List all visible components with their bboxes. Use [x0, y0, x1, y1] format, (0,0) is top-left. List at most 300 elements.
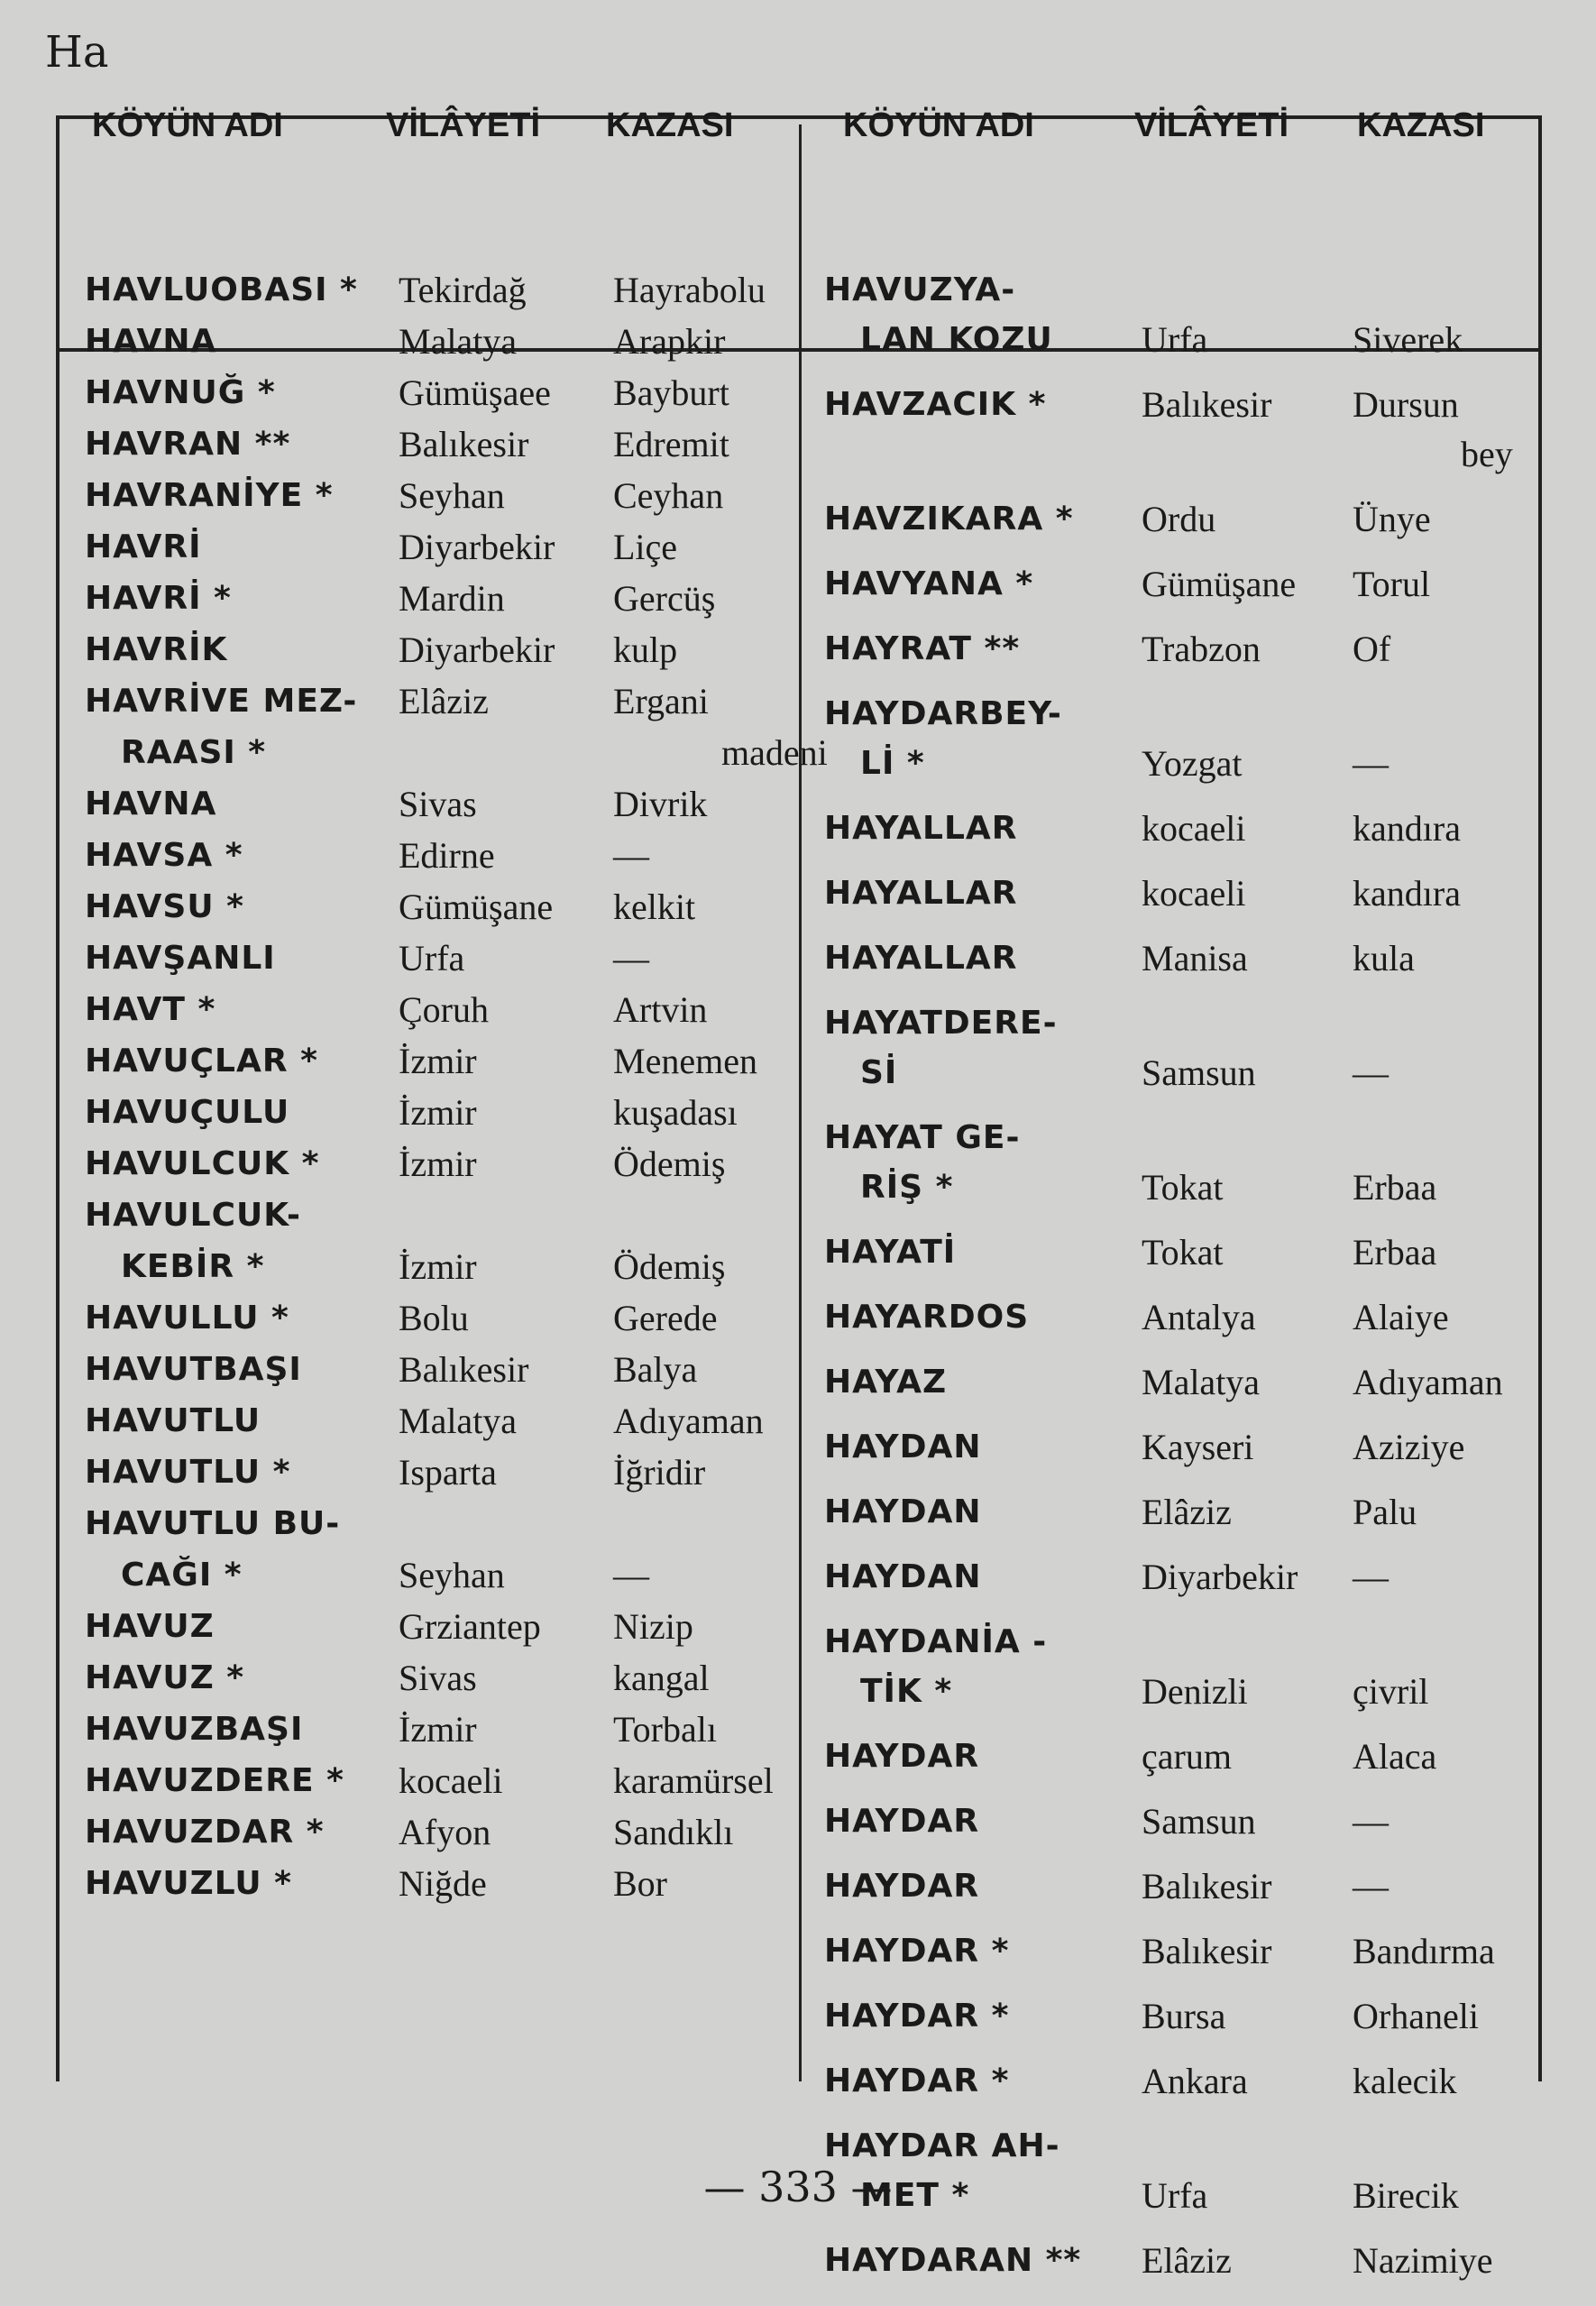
- province-line: kocaeli: [1142, 808, 1246, 849]
- province-cell: [399, 1401, 517, 1453]
- province-line: Balıkesir: [399, 424, 529, 464]
- village-name-line: HAYDAR: [824, 1803, 980, 1840]
- village-name-cell: [824, 1233, 956, 1282]
- village-name-line: HAVSU *: [85, 888, 244, 925]
- village-name-cell: [824, 1932, 1009, 1981]
- province-cell: [1142, 629, 1261, 679]
- district-line: madeni: [721, 732, 828, 773]
- province-line: Niğde: [399, 1863, 487, 1904]
- district-line: [1353, 1004, 1389, 1053]
- province-line: Bolu: [399, 1298, 469, 1338]
- district-line: [1353, 694, 1389, 744]
- province-line: Balıkesir: [1142, 384, 1272, 425]
- village-name-cell: [85, 939, 276, 990]
- province-line: Isparta: [399, 1452, 497, 1493]
- province-cell: [399, 1144, 477, 1196]
- village-name-line: HAYAZ: [824, 1364, 948, 1401]
- district-line: bey: [1461, 434, 1513, 474]
- district-cell: [613, 1401, 764, 1453]
- district-line: Ünye: [1353, 499, 1431, 539]
- village-name-cell: [824, 1298, 1029, 1347]
- province-cell: [1142, 1363, 1260, 1412]
- village-name-line: HAVRAN **: [85, 426, 291, 463]
- district-line: Menemen: [613, 1041, 757, 1081]
- village-name-cell: [85, 1401, 261, 1453]
- village-name-line: HAYDAR *: [824, 2063, 1010, 2099]
- village-name-cell: [85, 373, 276, 425]
- province-line: Afyon: [399, 1812, 491, 1852]
- district-cell: [613, 1144, 725, 1196]
- village-name-line: HAVUTLU BU-: [85, 1505, 341, 1542]
- province-cell: [1142, 1932, 1271, 1981]
- province-cell: [399, 990, 489, 1042]
- village-name-line: HAVNUĞ *: [85, 374, 276, 411]
- village-name-cell: [85, 1144, 320, 1196]
- district-line: Ödemiş: [613, 1246, 726, 1287]
- village-name-line: HAVUTLU *: [85, 1454, 291, 1491]
- header-koy-adi-right: KÖYÜN ADI: [843, 106, 1034, 144]
- village-name-cell: [85, 1607, 215, 1658]
- province-cell: [1142, 1118, 1224, 1217]
- province-cell: [1142, 939, 1248, 988]
- province-cell: [1142, 1557, 1298, 1607]
- province-line: Balıkesir: [399, 1349, 529, 1390]
- village-name-cell: [824, 1997, 1009, 2046]
- district-cell: [1353, 1004, 1389, 1103]
- village-name-line: HAYATDERE-: [824, 1005, 1058, 1042]
- village-name-line: HAVŞANLI: [85, 940, 276, 977]
- district-line: Erbaa: [1353, 1232, 1437, 1272]
- district-line: Arapkir: [613, 321, 726, 362]
- province-line: [1142, 271, 1207, 320]
- province-cell: [399, 1813, 491, 1864]
- village-name-line: HAVLUOBASI *: [85, 271, 358, 308]
- district-line: Ödemiş: [613, 1144, 726, 1184]
- district-cell: [1353, 500, 1431, 549]
- village-name-line: HAYAT GE-: [824, 1119, 1021, 1156]
- village-name-cell: [85, 476, 334, 528]
- village-name-line: HAVULLU *: [85, 1300, 289, 1337]
- village-name-cell: [824, 2241, 1081, 2291]
- province-line: Gümüşaee: [399, 372, 551, 413]
- province-cell: [399, 1093, 477, 1144]
- village-name-cell: [824, 1622, 1047, 1722]
- province-cell: [399, 476, 505, 528]
- village-name-cell: [85, 1042, 318, 1093]
- header-vilayet-right: VİLÂYETİ: [1134, 106, 1289, 144]
- province-line: kocaeli: [1142, 873, 1246, 914]
- district-line: kelkit: [613, 887, 696, 927]
- province-cell: [1142, 1997, 1225, 2046]
- district-cell: [1353, 809, 1461, 859]
- village-name-line: HAVT *: [85, 991, 216, 1028]
- province-cell: [1142, 1428, 1253, 1477]
- province-cell: [399, 1350, 528, 1401]
- village-name-cell: [824, 1737, 979, 1787]
- district-line: Sandıklı: [613, 1812, 734, 1852]
- province-cell: [399, 939, 464, 990]
- province-line: [1142, 1622, 1248, 1672]
- district-cell: [613, 528, 677, 579]
- village-name-line: HAYDAR: [824, 1738, 980, 1775]
- village-name-cell: [85, 1864, 292, 1916]
- village-name-cell: [824, 874, 1018, 923]
- district-line: Divrik: [613, 784, 708, 824]
- province-cell: [399, 322, 517, 373]
- province-line: Kayseri: [1142, 1427, 1254, 1467]
- district-cell: [613, 939, 649, 990]
- district-cell: [1353, 1493, 1417, 1542]
- district-cell: [1353, 1932, 1495, 1981]
- village-name-line: HAYDAN: [824, 1429, 982, 1465]
- village-name-line: LAN KOZU: [860, 321, 1053, 358]
- village-name-cell: [824, 1428, 982, 1477]
- province-cell: [399, 271, 527, 322]
- province-cell: [399, 1864, 487, 1916]
- province-cell: [1142, 2241, 1232, 2291]
- province-line: İzmir: [399, 1246, 477, 1287]
- district-line: karamürsel: [613, 1760, 774, 1801]
- province-line: Urfa: [1142, 319, 1208, 360]
- district-cell: [613, 579, 715, 630]
- district-cell: [613, 836, 649, 887]
- district-line: —: [1353, 1052, 1389, 1093]
- district-cell: [1353, 1233, 1436, 1282]
- district-line: Edremit: [613, 424, 729, 464]
- district-cell: [613, 1813, 733, 1864]
- village-name-cell: [85, 322, 216, 373]
- district-cell: [613, 1658, 710, 1710]
- province-cell: [399, 1504, 505, 1607]
- village-name-line: HAYALLAR: [824, 810, 1018, 847]
- province-line: Denizli: [1142, 1671, 1248, 1712]
- province-cell: [1142, 385, 1271, 435]
- province-line: çarum: [1142, 1736, 1232, 1777]
- village-name-cell: [85, 528, 202, 579]
- header-kaza-left: KAZASI: [606, 106, 734, 144]
- district-line: Bandırma: [1353, 1931, 1495, 1971]
- district-line: Birecik: [1353, 2175, 1459, 2216]
- village-name-cell: [85, 579, 232, 630]
- province-line: Ordu: [1142, 499, 1216, 539]
- province-line: Manisa: [1142, 938, 1248, 978]
- province-cell: [1142, 1493, 1232, 1542]
- district-cell: [613, 1042, 757, 1093]
- province-line: Mardin: [399, 578, 505, 619]
- district-line: Ceyhan: [613, 475, 724, 516]
- district-cell: [1353, 1428, 1464, 1477]
- district-line: Nizip: [613, 1606, 693, 1647]
- province-line: Malatya: [1142, 1362, 1261, 1402]
- village-name-line: HAVUTBAŞI: [85, 1351, 302, 1388]
- running-head: Ha: [45, 27, 109, 78]
- district-cell: [1353, 2062, 1457, 2111]
- district-line: Siverek: [1353, 319, 1463, 360]
- header-vilayet-left: VİLÂYETİ: [386, 106, 541, 144]
- header-koy-adi-left: KÖYÜN ADI: [92, 106, 283, 144]
- village-name-line: HAVUTLU: [85, 1402, 261, 1439]
- village-name-line: HAVUZDAR *: [85, 1814, 325, 1851]
- district-cell: [613, 785, 707, 836]
- village-name-line: HAVULCUK-: [85, 1197, 301, 1234]
- village-name-cell: [85, 1196, 301, 1299]
- province-line: [399, 1196, 477, 1247]
- village-name-cell: [824, 1557, 982, 1607]
- province-cell: [399, 528, 555, 579]
- district-line: kula: [1353, 938, 1415, 978]
- province-line: Edirne: [399, 835, 495, 876]
- province-cell: [1142, 694, 1243, 794]
- village-name-line: HAVRİ *: [85, 580, 232, 617]
- village-name-cell: [824, 271, 1053, 370]
- village-name-line: HAVRİK: [85, 631, 228, 668]
- district-line: Alaiye: [1353, 1297, 1449, 1337]
- village-name-line: HAVUZYA-: [824, 271, 1016, 308]
- district-cell: [1353, 1802, 1389, 1851]
- district-line: [1353, 1118, 1436, 1168]
- village-name-cell: [824, 629, 1020, 679]
- district-line: Hayrabolu: [613, 270, 766, 310]
- district-line: —: [1353, 1866, 1389, 1906]
- village-name-cell: [85, 1093, 289, 1144]
- district-line: kalecik: [1353, 2061, 1457, 2101]
- province-line: Diyarbekir: [399, 527, 555, 567]
- district-cell: [613, 1761, 774, 1813]
- village-name-line: HAYDAN: [824, 1558, 982, 1595]
- village-name-line: HAYDAR *: [824, 1933, 1010, 1970]
- district-line: Palu: [1353, 1492, 1417, 1532]
- province-line: Samsun: [1142, 1801, 1256, 1842]
- province-cell: [399, 1658, 477, 1710]
- province-cell: [399, 785, 477, 836]
- district-cell: [613, 322, 725, 373]
- province-line: Elâziz: [1142, 2240, 1232, 2281]
- village-name-line: HAYARDOS: [824, 1299, 1030, 1336]
- village-name-line: HAVNA: [85, 786, 217, 822]
- village-name-cell: [824, 1004, 1058, 1103]
- district-line: Liçe: [613, 527, 678, 567]
- province-line: Sivas: [399, 1658, 477, 1698]
- village-name-line: MET *: [860, 2177, 970, 2214]
- village-name-line: HAYALLAR: [824, 940, 1018, 977]
- district-line: —: [613, 1555, 649, 1595]
- district-line: —: [1353, 743, 1389, 784]
- province-line: Tokat: [1142, 1167, 1224, 1208]
- district-line: [613, 1504, 649, 1556]
- province-cell: [399, 1453, 497, 1504]
- village-name-line: HAVUÇULU: [85, 1094, 290, 1131]
- village-name-line: HAVZACIK *: [824, 386, 1047, 423]
- district-cell: [1353, 2241, 1493, 2291]
- district-line: Aziziye: [1353, 1427, 1465, 1467]
- village-name-line: Lİ *: [860, 745, 925, 782]
- village-name-cell: [824, 1118, 1020, 1217]
- province-line: İzmir: [399, 1144, 477, 1184]
- village-name-line: HAYDANİA -: [824, 1623, 1048, 1660]
- district-line: kulp: [613, 629, 678, 670]
- province-cell: [1142, 1004, 1256, 1103]
- village-name-line: HAVUÇLAR *: [85, 1043, 318, 1080]
- province-line: kocaeli: [399, 1760, 503, 1801]
- village-name-line: KEBİR *: [121, 1248, 265, 1285]
- village-name-line: HAYDAN: [824, 1493, 982, 1530]
- province-cell: [1142, 271, 1207, 370]
- district-cell: [613, 1453, 705, 1504]
- district-line: Nazimiye: [1353, 2240, 1493, 2281]
- district-cell: [1353, 565, 1430, 614]
- province-line: Balıkesir: [1142, 1866, 1272, 1906]
- village-name-cell: [824, 809, 1018, 859]
- province-line: Balıkesir: [1142, 1931, 1272, 1971]
- district-cell: [1353, 1298, 1449, 1347]
- province-cell: [399, 1042, 477, 1093]
- district-cell: [613, 1607, 693, 1658]
- village-name-line: HAYATİ: [824, 1234, 957, 1271]
- province-line: Diyarbekir: [1142, 1557, 1298, 1597]
- village-name-line: HAYALLAR: [824, 875, 1018, 912]
- village-name-line: HAVRİ: [85, 528, 202, 565]
- district-line: Artvin: [613, 989, 708, 1030]
- province-cell: [1142, 1298, 1256, 1347]
- district-cell: [1353, 1622, 1428, 1722]
- district-cell: [1353, 1997, 1479, 2046]
- district-line: Erbaa: [1353, 1167, 1437, 1208]
- village-name-cell: [85, 425, 290, 476]
- village-name-cell: [85, 990, 216, 1042]
- district-line: kandıra: [1353, 808, 1461, 849]
- village-name-line: HAVUZLU *: [85, 1865, 292, 1902]
- village-name-cell: [85, 785, 216, 836]
- village-name-line: HAVULCUK *: [85, 1145, 320, 1182]
- district-cell: [613, 1299, 717, 1350]
- village-name-cell: [85, 1658, 244, 1710]
- province-cell: [399, 425, 528, 476]
- village-name-line: HAVUZDERE *: [85, 1762, 344, 1799]
- province-cell: [399, 1196, 477, 1299]
- village-name-cell: [85, 1350, 302, 1401]
- village-name-cell: [824, 694, 1062, 794]
- district-cell: [613, 271, 766, 322]
- village-name-cell: [85, 1453, 290, 1504]
- province-line: Malatya: [399, 321, 518, 362]
- district-cell: [1353, 385, 1513, 484]
- village-name-line: HAVRANİYE *: [85, 477, 334, 514]
- province-cell: [399, 630, 555, 682]
- village-name-line: HAVUZBAŞI: [85, 1711, 304, 1748]
- province-line: Çoruh: [399, 989, 489, 1030]
- district-cell: [613, 425, 729, 476]
- province-cell: [399, 1299, 469, 1350]
- district-cell: [613, 476, 723, 528]
- village-name-cell: [85, 1761, 344, 1813]
- village-name-line: TİK *: [860, 1673, 953, 1710]
- province-line: Antalya: [1142, 1297, 1256, 1337]
- province-line: İzmir: [399, 1092, 477, 1133]
- province-line: [1142, 1004, 1256, 1053]
- district-line: İğridir: [613, 1452, 706, 1493]
- village-name-line: HAYDARAN **: [824, 2242, 1082, 2279]
- district-cell: [1353, 1557, 1389, 1607]
- district-cell: [1353, 694, 1389, 794]
- district-line: Bayburt: [613, 372, 729, 413]
- district-cell: [1353, 1867, 1389, 1916]
- village-name-cell: [85, 1710, 303, 1761]
- district-line: [1353, 1622, 1428, 1672]
- village-name-cell: [824, 565, 1033, 614]
- district-line: Adıyaman: [613, 1401, 764, 1441]
- province-line: Bursa: [1142, 1996, 1226, 2036]
- province-cell: [399, 373, 551, 425]
- province-cell: [399, 579, 505, 630]
- district-line: [613, 1196, 725, 1247]
- province-line: [1142, 694, 1243, 744]
- district-cell: [613, 682, 828, 785]
- province-line: Samsun: [1142, 1052, 1256, 1093]
- district-line: Gerede: [613, 1298, 718, 1338]
- district-cell: [613, 1504, 649, 1607]
- province-line: Seyhan: [399, 1555, 505, 1595]
- province-cell: [1142, 809, 1246, 859]
- district-cell: [1353, 1363, 1503, 1412]
- district-cell: [613, 1093, 738, 1144]
- province-line: [399, 1504, 505, 1556]
- village-name-line: HAVZIKARA *: [824, 501, 1074, 537]
- province-line: Gümüşane: [1142, 564, 1297, 604]
- district-cell: [1353, 271, 1463, 370]
- village-name-line: HAYDAR AH-: [824, 2127, 1060, 2164]
- province-cell: [1142, 500, 1215, 549]
- district-line: Orhaneli: [1353, 1996, 1479, 2036]
- province-line: İzmir: [399, 1709, 477, 1750]
- district-line: Bor: [613, 1863, 667, 1904]
- province-line: Elâziz: [1142, 1492, 1232, 1532]
- district-cell: [613, 1350, 697, 1401]
- district-cell: [1353, 939, 1415, 988]
- province-cell: [399, 887, 553, 939]
- village-name-line: HAVUZ *: [85, 1659, 245, 1696]
- header-kaza-right: KAZASI: [1357, 106, 1485, 144]
- district-cell: [613, 1710, 717, 1761]
- province-line: Elâziz: [399, 681, 489, 721]
- province-line: Sivas: [399, 784, 477, 824]
- village-name-line: Sİ: [860, 1054, 898, 1091]
- district-line: çivril: [1353, 1671, 1429, 1712]
- district-line: kandıra: [1353, 873, 1461, 914]
- province-cell: [1142, 1737, 1232, 1787]
- village-name-line: HAYDARBEY-: [824, 695, 1062, 732]
- province-cell: [1142, 1802, 1256, 1851]
- district-line: kangal: [613, 1658, 710, 1698]
- district-line: —: [1353, 1801, 1389, 1842]
- province-cell: [399, 1761, 503, 1813]
- district-line: Torul: [1353, 564, 1431, 604]
- village-name-line: HAVSA *: [85, 837, 243, 874]
- province-cell: [1142, 2062, 1248, 2111]
- district-line: Dursun: [1353, 384, 1459, 425]
- province-line: Gümüşane: [399, 887, 554, 927]
- province-cell: [399, 1710, 477, 1761]
- village-name-line: HAVYANA *: [824, 565, 1034, 602]
- province-cell: [399, 682, 489, 733]
- village-name-cell: [824, 385, 1046, 435]
- village-name-line: HAYRAT **: [824, 630, 1021, 667]
- district-line: Torbalı: [613, 1709, 717, 1750]
- province-cell: [399, 1607, 541, 1658]
- province-line: Tekirdağ: [399, 270, 527, 310]
- district-cell: [613, 630, 677, 682]
- district-line: [1353, 271, 1463, 320]
- district-cell: [613, 1864, 667, 1916]
